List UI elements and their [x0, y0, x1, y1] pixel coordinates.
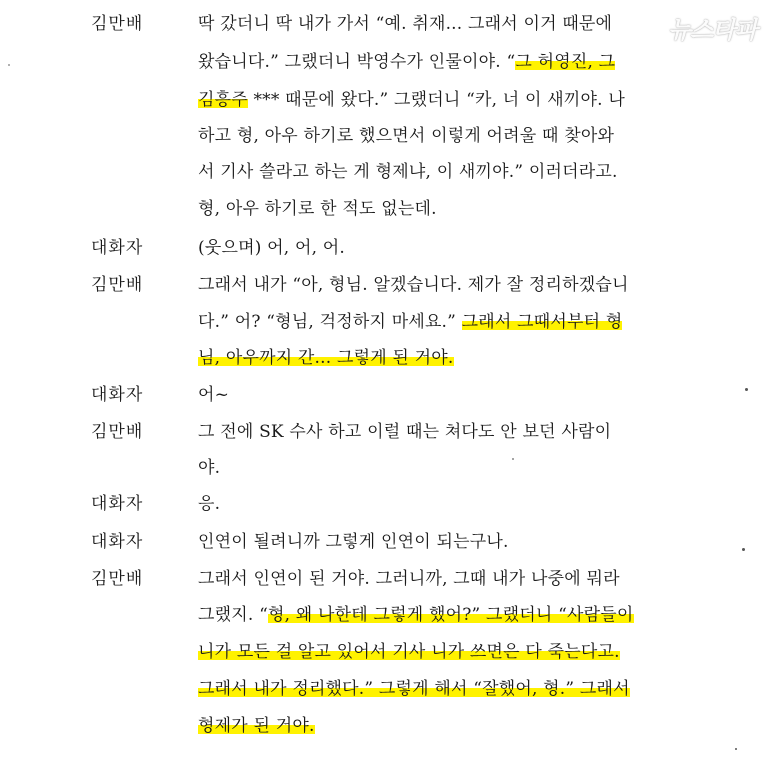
highlighted-segment: 그래서 내가 정리했다.” 그렇게 해서 “잘했어, 형.” 그래서 — [198, 679, 630, 699]
line-segment: 다.” 어? “형님, 걱정하지 마세요.” — [198, 312, 462, 332]
scan-speck — [8, 64, 10, 66]
line-segment: 그 전에 SK 수사 하고 이럴 때는 쳐다도 안 보던 사람이 — [198, 422, 612, 442]
highlighted-segment: 님, 아우까지 간... 그렇게 된 거야. — [198, 348, 454, 368]
line-segment: 왔습니다.” 그랬더니 박영수가 인물이야. “ — [198, 52, 516, 72]
transcript-line — [198, 679, 698, 699]
line-segment: 그랬지. “ — [198, 605, 268, 625]
transcript-line — [198, 238, 698, 258]
transcript-line — [198, 458, 698, 478]
line-segment: 형, 아우 하기로 한 적도 없는데. — [198, 199, 437, 219]
transcript-line — [198, 199, 698, 219]
highlighted-segment: 니가 모든 걸 알고 있어서 기사 니가 쓰면은 다 죽는다고. — [198, 642, 620, 662]
line-segment: 어~ — [198, 385, 230, 405]
transcript-line — [198, 532, 698, 552]
highlighted-segment: 그 허영진, 그 — [515, 52, 616, 72]
transcript-line — [198, 642, 698, 662]
line-segment: 인연이 될려니까 그렇게 인연이 되는구나. — [198, 532, 509, 552]
highlighted-segment: 형, 왜 나한테 그렇게 했어?” 그랬더니 “사람들이 — [267, 605, 634, 625]
transcript-line — [198, 90, 698, 110]
speaker-name: 대화자 — [91, 385, 144, 405]
transcript-line — [198, 422, 698, 442]
scan-speck — [745, 388, 748, 391]
transcript-line — [198, 14, 698, 34]
line-segment: 하고 형, 아우 하기로 했으면서 이렇게 어려울 때 찾아와 — [198, 126, 615, 146]
highlighted-segment: 그래서 그때서부터 형 — [461, 312, 623, 332]
transcript-line — [198, 312, 698, 332]
speaker-name: 김만배 — [91, 14, 144, 34]
transcript-line — [198, 605, 698, 625]
transcript-line — [198, 494, 698, 514]
scan-speck — [735, 748, 737, 750]
line-segment: 야. — [198, 458, 221, 478]
line-segment: 그래서 인연이 된 거야. 그러니까, 그때 내가 나중에 뭐라 — [198, 569, 620, 589]
speaker-name: 김만배 — [91, 569, 144, 589]
speaker-name: 대화자 — [91, 532, 144, 552]
line-segment: 서 기사 쓸라고 하는 게 형제냐, 이 새끼야.” 이러더라고. — [198, 162, 618, 182]
speaker-name: 대화자 — [91, 494, 144, 514]
highlighted-segment: 김흥주 — [198, 90, 248, 110]
line-segment: (웃으며) 어, 어, 어. — [198, 238, 346, 258]
scan-speck — [512, 458, 514, 460]
line-segment: *** 때문에 왔다.” 그랬더니 “카, 너 이 새끼야. 나 — [247, 90, 625, 110]
transcript-line — [198, 385, 698, 405]
speaker-name: 김만배 — [91, 275, 144, 295]
highlighted-segment: 형제가 된 거야. — [198, 716, 315, 736]
transcript-line — [198, 275, 698, 295]
speaker-name: 대화자 — [91, 238, 144, 258]
transcript-line — [198, 52, 698, 72]
line-segment: 딱 갔더니 딱 내가 가서 “예. 취재... 그래서 이거 때문에 — [198, 14, 613, 34]
scan-speck — [742, 548, 745, 551]
transcript-line — [198, 716, 698, 736]
transcript-line — [198, 126, 698, 146]
line-segment: 그래서 내가 “아, 형님. 알겠습니다. 제가 잘 정리하겠습니 — [198, 275, 629, 295]
transcript-line — [198, 162, 698, 182]
speaker-name: 김만배 — [91, 422, 144, 442]
line-segment: 응. — [198, 494, 221, 514]
newstapa-watermark: 뉴스타파 — [668, 16, 757, 44]
transcript-line — [198, 569, 698, 589]
transcript-line — [198, 348, 698, 368]
